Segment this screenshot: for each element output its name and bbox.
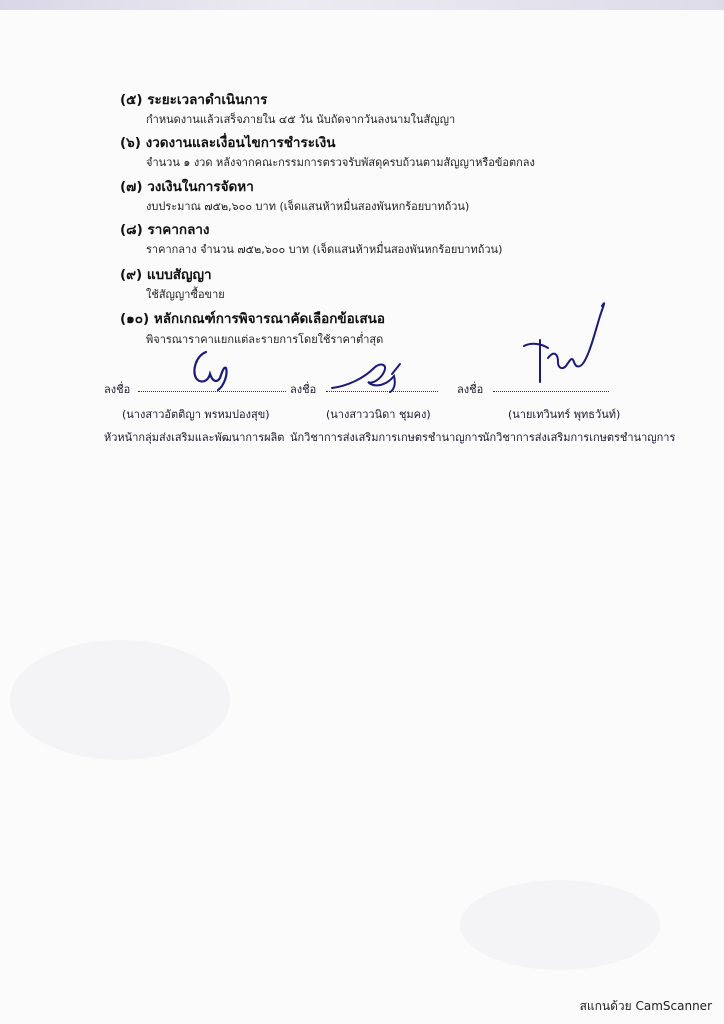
camscanner-watermark: สแกนด้วย CamScanner [579,999,712,1013]
signature-2-label: ลงชื่อ [290,383,317,396]
signature-2-title: นักวิชาการส่งเสริมการเกษตรชำนาญการ [290,431,484,444]
section-7-body: งบประมาณ ๗๕๒,๖๐๐ บาท (เจ็ดแสนห้าหมื่นสองพันหกร้อยบาทถ้วน) [146,200,470,213]
signature-3-title: นักวิชาการส่งเสริมการเกษตรชำนาญการ [482,431,676,444]
signature-1-handwriting [188,346,238,392]
signature-3-label: ลงชื่อ [457,383,484,396]
section-9-heading: (๙) แบบสัญญา [120,267,212,283]
section-8-body: ราคากลาง จำนวน ๗๕๒,๖๐๐ บาท (เจ็ดแสนห้าหมื่นสองพันหกร้อยบาทถ้วน) [146,243,503,256]
signature-1-name: (นางสาวอัตติญา พรหมปองสุข) [122,408,270,421]
signature-3-name: (นายเทวินทร์ พุทธวันท์) [508,408,621,421]
signature-2-name: (นางสาววนิดา ชุมคง) [326,408,431,421]
section-5-heading: (๕) ระยะเวลาดำเนินการ [120,92,268,108]
scan-smudge [460,880,660,970]
signature-3-line [493,391,609,392]
section-6-body: จำนวน ๑ งวด หลังจากคณะกรรมการตรวจรับพัสดุครบถ้วนตามสัญญาหรือข้อตกลง [146,156,535,169]
signature-2-handwriting [328,358,408,396]
scan-smudge [10,640,230,760]
section-9-body: ใช้สัญญาซื้อขาย [146,288,225,301]
scan-top-edge [0,0,724,10]
signature-1-title: หัวหน้ากลุ่มส่งเสริมและพัฒนาการผลิต [104,431,285,444]
section-7-heading: (๗) วงเงินในการจัดหา [120,179,254,195]
section-5-body: กำหนดงานแล้วเสร็จภายใน ๔๕ วัน นับถัดจากวันลงนามในสัญญา [146,113,456,126]
section-6-heading: (๖) งวดงานและเงื่อนไขการชำระเงิน [120,135,336,151]
signature-1-label: ลงชื่อ [104,383,131,396]
signature-3-handwriting [518,296,608,386]
section-10-body: พิจารณาราคาแยกแต่ละรายการโดยใช้ราคาต่ำสุด [146,333,384,346]
section-10-heading: (๑๐) หลักเกณฑ์การพิจารณาคัดเลือกข้อเสนอ [120,311,385,327]
section-8-heading: (๘) ราคากลาง [120,222,210,238]
